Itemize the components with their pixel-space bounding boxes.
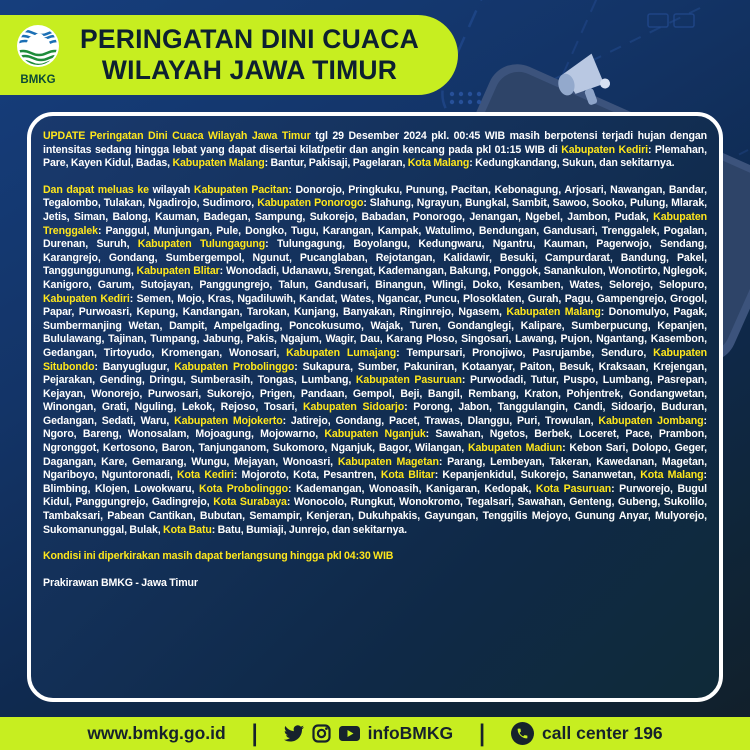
- call-center-group: [511, 722, 663, 745]
- body-text: : Donomulyo, Pagak, Sumbermanjing Wetan, Dampit, Ampelgading, Poncokusumo, Wajak, Turen, Gondanglegi, Kalipare, Sumberpucung, Kepanjen, Bululawang, Tajinan, Tumpang, Jabung, Pakis, Ngajum, Wagir, Dau, Karang Ploso, Singosari, Lawang, Pujon, Ngantang, Kasembon, Gedangan, Tirtoyudo, Kromengan, Wonosari,: [43, 306, 707, 359]
- highlighted-text: Kota Malang: [407, 157, 470, 170]
- body-text: : Panggul, Munjungan, Pule, Dongko, Tugu, Karangan, Kampak, Watulimo, Bendungan, Gandusari, Trenggalek, Pogalan, Durenan, Suruh,: [43, 224, 707, 251]
- highlighted-text: Kabupaten Pasuruan: [355, 374, 462, 387]
- highlighted-text: Kota Kediri: [176, 469, 234, 482]
- body-text: : Tempursari, Pronojiwo, Pasrujambe, Senduro,: [396, 346, 654, 359]
- youtube-icon: [339, 726, 360, 741]
- highlighted-text: Kabupaten Nganjuk: [324, 428, 426, 441]
- bmkg-logo-icon: [13, 23, 63, 87]
- bmkg-logo-label: BMKG: [20, 74, 56, 86]
- highlighted-text: UPDATE Peringatan Dini Cuaca Wilayah Jawa Timur: [43, 130, 311, 142]
- body-text: : Sawahan, Ngetos, Berbek, Loceret, Pace, Prambon, Ngronggot, Kertosono, Baron, Tanjunganom, Sukomoro, Nganjuk, Bagor, Wilangan,: [43, 428, 707, 455]
- highlighted-text: Kabupaten Magetan: [337, 455, 439, 468]
- highlighted-text: Kota Surabaya: [213, 496, 287, 509]
- highlighted-text: Kabupaten Situbondo: [43, 346, 707, 373]
- social-handle: infoBMKG: [367, 723, 454, 743]
- title-line-2: WILAYAH JAWA TIMUR: [101, 55, 398, 85]
- body-text: : Kedungkandang, Sukun, dan sekitarnya.: [469, 157, 675, 170]
- body-text: : Batu, Bumiaji, Junrejo, dan sekitarnya.: [211, 523, 407, 536]
- phone-icon: [511, 722, 534, 745]
- highlighted-text: Kota Pasuruan: [535, 482, 612, 495]
- highlighted-text: Kabupaten Malang: [506, 306, 601, 319]
- warning-text: [43, 130, 707, 590]
- body-text: : Banyuglugur,: [94, 360, 175, 373]
- instagram-icon: [312, 724, 331, 743]
- body-text: wilayah: [148, 183, 194, 196]
- highlighted-text: Kota Blitar: [380, 469, 435, 482]
- body-text: : Semen, Mojo, Kras, Ngadiluwih, Kandat, Wates, Ngancar, Puncu, Plosoklaten, Gurah, Pagu, Gampengrejo, Grogol, Papar, Purwoasri, Kepung, Kandangan, Tarokan, Kunjang, Banyakan, Ringinrejo, Ngasem,: [43, 292, 707, 319]
- header-banner: [0, 15, 458, 95]
- body-text: : Purwodadi, Tutur, Puspo, Lumbang, Pasrepan, Kejayan, Wonorejo, Purwosari, Sukorejo, Prigen, Pandaan, Gempol, Beji, Bangil, Rembang, Kraton, Pohjentrek, Gondangwetan, Winongan, Grati, Nguling, Lekok, Rejoso, Tosari,: [43, 374, 707, 414]
- warning-paragraph: [43, 130, 707, 171]
- highlighted-text: Kabupaten Kediri: [43, 292, 130, 305]
- highlighted-text: Kabupaten Lumajang: [286, 346, 397, 359]
- highlighted-text: Kabupaten Trenggalek: [43, 210, 707, 237]
- bmkg-logo: [13, 23, 63, 87]
- title-line-1: PERINGATAN DINI CUACA: [80, 24, 419, 54]
- body-text: : Donorojo, Pringkuku, Punung, Pacitan, Kebonagung, Arjosari, Nawangan, Bandar, Tegalombo, Tulakan, Ngadirojo, Sudimoro,: [43, 183, 708, 210]
- body-text: : Kebon Sari, Dolopo, Geger, Dagangan, Kare, Gemarang, Wungu, Mejayan, Wonoasri,: [43, 442, 707, 468]
- highlighted-text: Kabupaten Madiun: [467, 442, 563, 455]
- body-text: : Kademangan, Wonoasih, Kanigaran, Kedopak,: [288, 482, 536, 495]
- body-text: : Wonocolo, Rungkut, Wonokromo, Tegalsari, Sawahan, Genteng, Gubeng, Sukolilo, Tambaksari, Pabean Cantikan, Bubutan, Semampir, Kenjeran, Dukuhpakis, Gayungan, Tenggilis Mejoyo, Gunung Anyar, Mulyorejo, Sukomanunggal, Bulak,: [43, 496, 707, 536]
- highlighted-text: Kabupaten Tulungagung: [137, 238, 266, 251]
- body-text: : Bantur, Pakisaji, Pagelaran,: [264, 157, 408, 170]
- body-text: : Sukapura, Sumber, Pakuniran, Kotaanyar, Paiton, Besuk, Kraksaan, Krejengan, Pejarakan, Gending, Dringu, Sumberasih, Tongas, Lumbang,: [43, 360, 707, 387]
- highlighted-text: Kabupaten Sidoarjo: [302, 401, 405, 414]
- highlighted-text: Kabupaten Jombang: [598, 414, 704, 427]
- highlighted-text: Kabupaten Blitar: [136, 265, 220, 278]
- body-text: : Kepanjenkidul, Sukorejo, Sananwetan,: [434, 469, 641, 482]
- body-text: : Tulungagung, Boyolangu, Kedungwaru, Ngantru, Kauman, Pagerwojo, Sendang, Karangrejo, Gondang, Sumbergempol, Ngunut, Pucanglaban, Rejotangan, Kalidawir, Besuki, Campurdarat, Bandung, Pakel, Tanggunggunung,: [43, 238, 707, 278]
- poster-title: [63, 24, 458, 86]
- footer-bar: [0, 717, 750, 750]
- body-text: : Jatirejo, Gondang, Pacet, Trawas, Dlanggu, Puri, Trowulan,: [282, 414, 599, 427]
- body-text: : Parang, Lembeyan, Takeran, Kawedanan, Magetan, Ngariboyo, Nguntoronadi,: [43, 455, 707, 482]
- body-text: tgl 29 Desember 2024 pkl. 00:45 WIB masih berpotensi terjadi hujan dengan intensitas sedang hingga lebat yang dapat disertai kilat/petir dan angin kencang pada pkl 01:15 WIB di: [43, 130, 707, 156]
- body-text: : Ngoro, Bareng, Wonosalam, Mojoagung, Mojowarno,: [43, 414, 707, 441]
- body-text: : Mojoroto, Kota, Pesantren,: [233, 469, 381, 482]
- body-text: : Blimbing, Klojen, Lowokwaru,: [43, 469, 707, 495]
- warning-paragraph: [43, 577, 707, 591]
- highlighted-text: Kabupaten Ponorogo: [257, 197, 364, 210]
- body-text: : Plemahan, Pare, Kayen Kidul, Badas,: [43, 143, 707, 170]
- body-text: Prakirawan BMKG - Jawa Timur: [43, 576, 198, 589]
- highlighted-text: Kondisi ini diperkirakan masih dapat berlangsung hingga pkl 04:30 WIB: [43, 550, 394, 563]
- highlighted-text: Kota Batu: [163, 523, 212, 536]
- body-text: : Slahung, Ngrayun, Bungkal, Sambit, Sawoo, Sooko, Pulung, Mlarak, Jetis, Siman, Balong, Kauman, Badegan, Sampung, Sukorejo, Babadan, Ponorogo, Jenangan, Ngebel, Jambon, Pudak,: [43, 197, 707, 223]
- body-text: : Purworejo, Bugul Kidul, Panggungrejo, Gadingrejo,: [43, 482, 707, 509]
- highlighted-text: Kabupaten Mojokerto: [174, 414, 283, 427]
- footer-separator: |: [479, 719, 486, 747]
- highlighted-text: Dan dapat meluas ke: [43, 183, 149, 196]
- highlighted-text: Kota Malang: [640, 469, 704, 482]
- highlighted-text: Kabupaten Kediri: [561, 143, 648, 156]
- website-url: www.bmkg.go.id: [87, 723, 226, 743]
- warning-paragraph: [43, 184, 707, 537]
- footer-separator: |: [251, 719, 258, 747]
- warning-paragraph: [43, 550, 707, 564]
- highlighted-text: Kota Probolinggo: [198, 482, 288, 495]
- body-text: : Wonodadi, Udanawu, Srengat, Kademangan, Bakung, Ponggok, Sanankulon, Wonotirto, Nglegok, Kanigoro, Garum, Sutojayan, Panggungrejo, Talun, Gandusari, Binangun, Wlingi, Doko, Kesamben, Wates, Selorejo, Selopuro,: [43, 265, 707, 291]
- social-media-group: [284, 723, 454, 744]
- highlighted-text: Kabupaten Probolinggo: [174, 360, 295, 373]
- highlighted-text: Kabupaten Malang: [172, 157, 265, 170]
- highlighted-text: Kabupaten Pacitan: [193, 183, 289, 196]
- warning-content-box: [27, 112, 723, 702]
- body-text: : Porong, Jabon, Tanggulangin, Candi, Sidoarjo, Buduran, Gedangan, Sedati, Waru,: [43, 401, 707, 427]
- call-center-label: call center 196: [542, 723, 663, 743]
- twitter-icon: [284, 725, 304, 742]
